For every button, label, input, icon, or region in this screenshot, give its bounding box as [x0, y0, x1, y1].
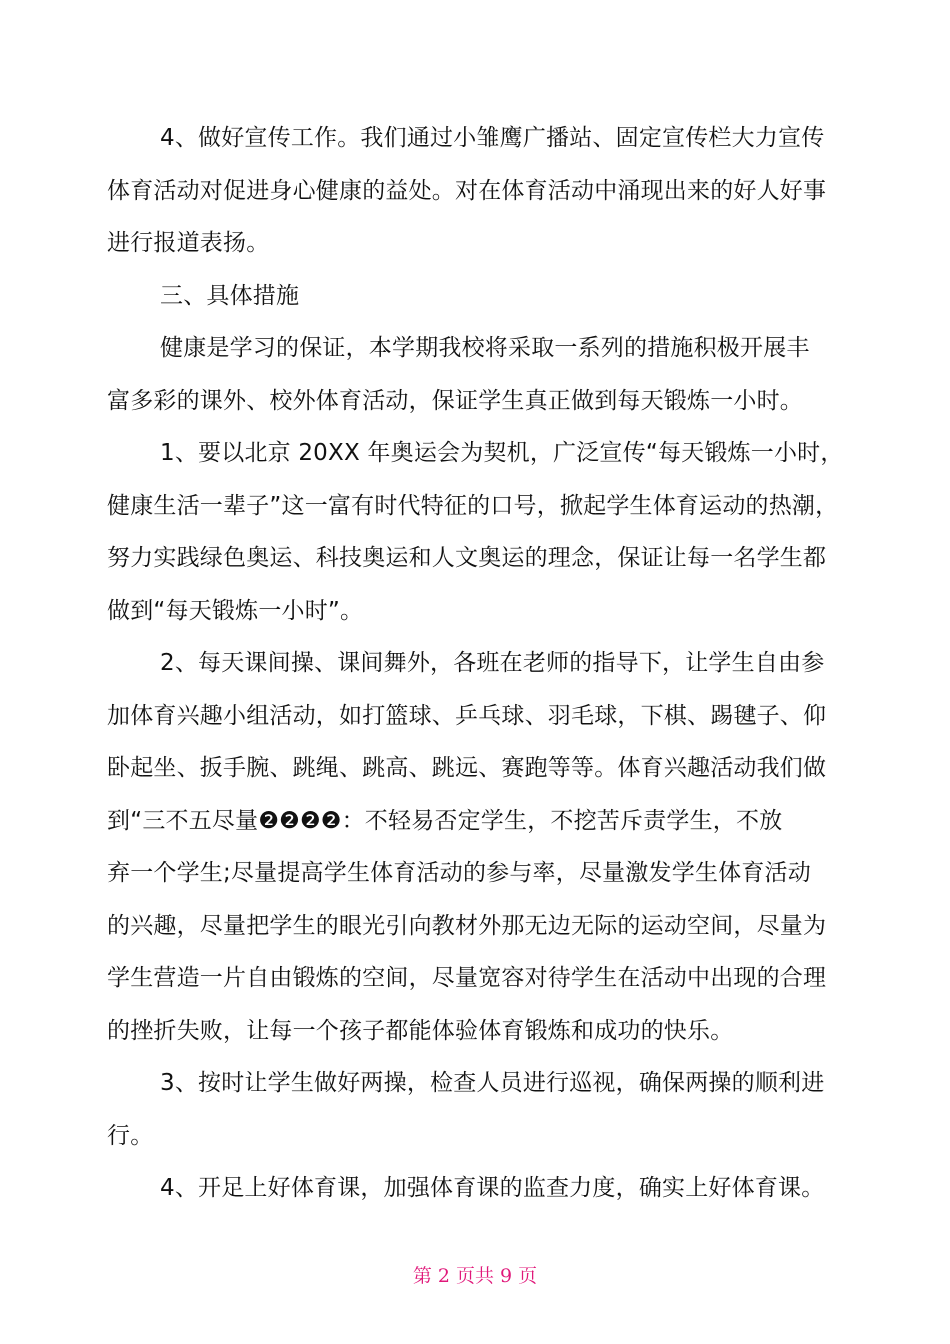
- paragraph-line: 4、做好宣传工作。我们通过小雏鹰广播站、固定宣传栏大力宣传: [160, 125, 825, 151]
- paragraph-line: 健康是学习的保证，本学期我校将采取一系列的措施积极开展丰: [160, 335, 810, 361]
- paragraph-line: 体育活动对促进身心健康的益处。对在体育活动中涌现出来的好人好事: [107, 178, 827, 204]
- paragraph-line: 卧起坐、扳手腕、跳绳、跳高、跳远、赛跑等等。体育兴趣活动我们做: [107, 755, 827, 781]
- paragraph-line: 到“三不五尽量❷❷❷❷：不轻易否定学生，不挖苦斥责学生，不放: [107, 808, 783, 834]
- paragraph-line: 富多彩的课外、校外体育活动，保证学生真正做到每天锻炼一小时。: [107, 388, 803, 414]
- paragraph-line: 加体育兴趣小组活动，如打篮球、乒乓球、羽毛球，下棋、踢毽子、仰: [107, 703, 827, 729]
- paragraph-line: 进行报道表扬。: [107, 230, 270, 256]
- paragraph-line: 弃一个学生;尽量提高学生体育活动的参与率，尽量激发学生体育活动: [107, 860, 811, 886]
- paragraph-line: 健康生活一辈子”这一富有时代特征的口号，掀起学生体育运动的热潮，: [107, 493, 839, 519]
- paragraph-line: 3、按时让学生做好两操，检查人员进行巡视，确保两操的顺利进: [160, 1070, 825, 1096]
- paragraph-line: 4、开足上好体育课，加强体育课的监查力度，确实上好体育课。: [160, 1175, 825, 1201]
- paragraph-line: 努力实践绿色奥运、科技奥运和人文奥运的理念，保证让每一名学生都: [107, 545, 827, 571]
- paragraph-line: 2、每天课间操、课间舞外，各班在老师的指导下，让学生自由参: [160, 650, 825, 676]
- paragraph-line: 1、要以北京 20XX 年奥运会为契机，广泛宣传“每天锻炼一小时，: [160, 440, 844, 466]
- page-number-footer: 第 2 页共 9 页: [412, 1265, 538, 1287]
- paragraph-line: 学生营造一片自由锻炼的空间，尽量宽容对待学生在活动中出现的合理: [107, 965, 827, 991]
- section-heading: 三、具体措施: [160, 283, 300, 309]
- paragraph-line: 做到“每天锻炼一小时”。: [107, 598, 364, 624]
- paragraph-line: 行。: [107, 1123, 154, 1149]
- paragraph-line: 的兴趣，尽量把学生的眼光引向教材外那无边无际的运动空间，尽量为: [107, 913, 827, 939]
- paragraph-line: 的挫折失败，让每一个孩子都能体验体育锻炼和成功的快乐。: [107, 1018, 734, 1044]
